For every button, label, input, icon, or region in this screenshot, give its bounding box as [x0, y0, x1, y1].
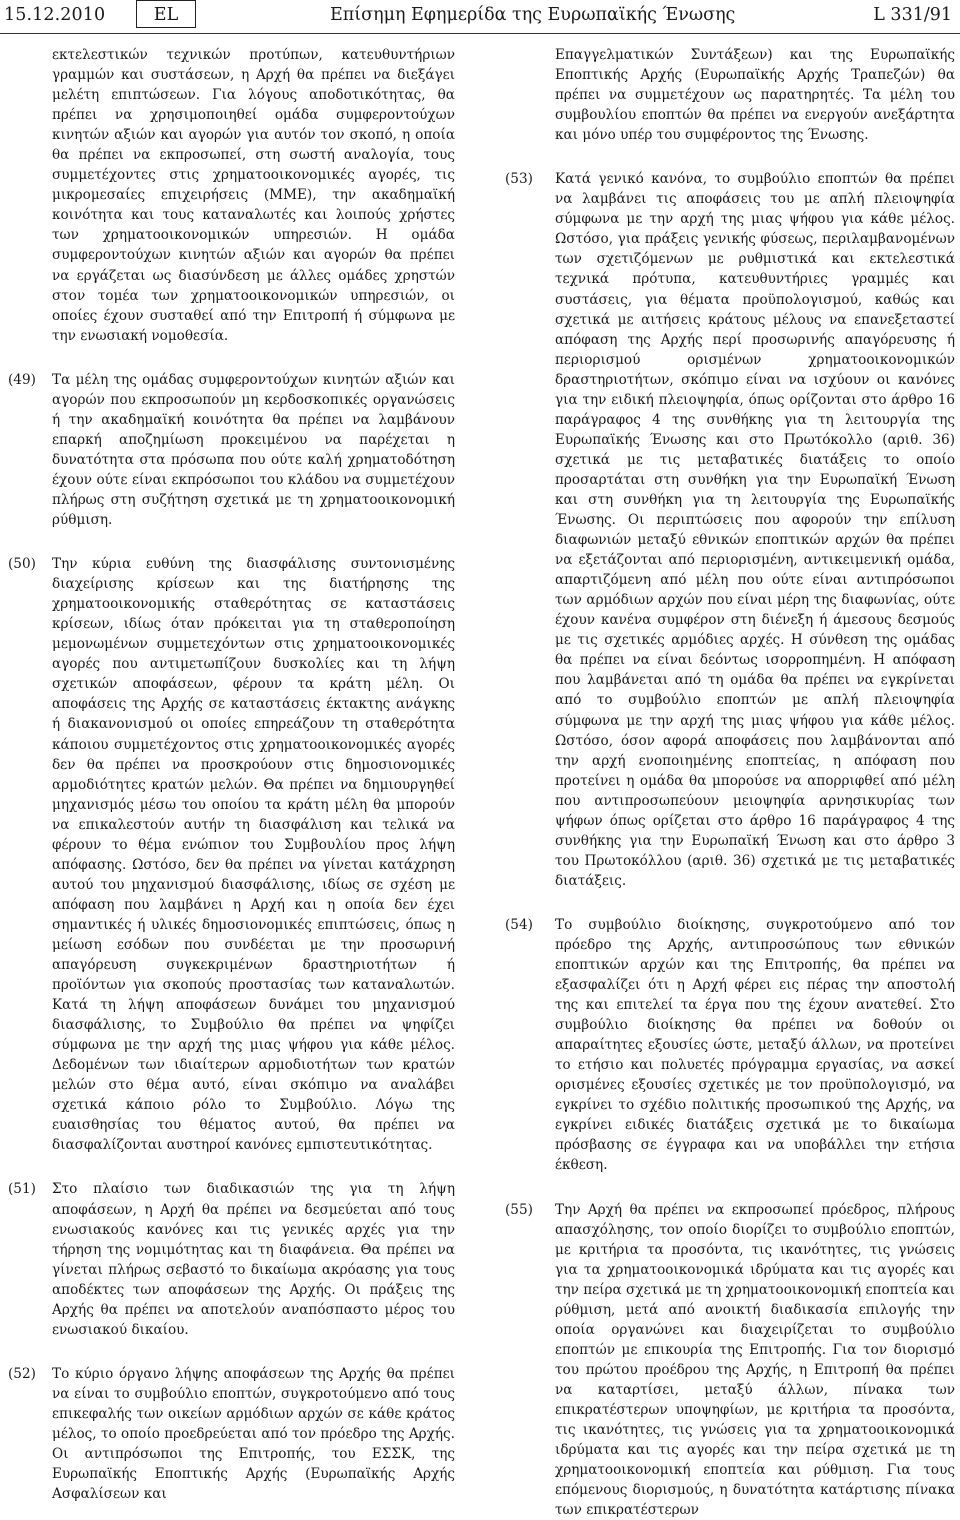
recital-53	[505, 169, 955, 891]
recital-text: Το κύριο όργανο λήψης αποφάσεων της Αρχής θα πρέπει να είναι το συμβούλιο εποπτών, συγκροτούμενο από τους επικεφαλής των οικείων αρμόδιων αρχών σε κάθε κράτος μέλος, το οποίο προεδρεύεται από τον πρόεδρο της Αρχής. Οι αντιπρόσωποι της Επιτροπής, του ΕΣΣΚ, της Ευρωπαϊκής Εποπτικής Αρχής (Ευρωπαϊκής Αρχής Ασφαλίσεων και	[52, 1365, 455, 1503]
recital-number: (55)	[505, 1201, 533, 1218]
journal-title: Επίσημη Εφημερίδα της Ευρωπαϊκής Ένωσης	[330, 5, 736, 25]
recital-number: (53)	[505, 171, 533, 188]
recital-text: Την Αρχή θα πρέπει να εκπροσωπεί πρόεδρος, πλήρους απασχόλησης, τον οποίο διορίζει το συμβούλιο εποπτών, με κριτήρια τα προσόντα, τις ικανότητες, τις γνώσεις για τα χρηματοοικονομικά ιδρύματα και τις αγορές και την πείρα σχετικά με τη χρηματοοικονομική εποπτεία και ρύθμιση, μετά από ανοικτή διαδικασία επιλογής την οποία οργανώνει και διαχειρίζεται το συμβούλιο εποπτών με επικουρία της Επιτροπής. Για τον διορισμό του πρώτου προέδρου της Αρχής, η Επιτροπή θα πρέπει να καταρτίσει, μεταξύ άλλων, πίνακα των επικρατέστερων υποψηφίων, με κριτήρια τα προσόντα, τις ικανότητες, τις γνώσεις για τα χρηματοοικονομικά ιδρύματα και τις αγορές και την πείρα σχετικά με τη χρηματοοικονομική εποπτεία και ρύθμιση. Για τους επόμενους διορισμούς, η δυνατότητα κατάρτισης πίνακα των επικρατέστερων	[555, 1201, 955, 1519]
recital-number: (52)	[8, 1365, 36, 1382]
recital-number: (50)	[8, 556, 36, 573]
header-rule	[0, 33, 960, 34]
page-reference: L 331/91	[873, 5, 952, 25]
recital-51	[8, 1179, 455, 1339]
continued-recital	[505, 45, 955, 145]
recital-text: Στο πλαίσιο των διαδικασιών της για τη λήψη αποφάσεων, η Αρχή θα πρέπει να δεσμεύεται από τους ενωσιακούς κανόνες και τις γενικές αρχές για την τήρηση της νομιμότητας και τη διαφάνεια. Θα πρέπει να γίνεται πλήρως σεβαστό το δικαίωμα ακρόασης για τους αποδέκτες των αποφάσεων της Αρχής. Οι πράξεις της Αρχής θα πρέπει να αποτελούν αναπόσπαστο μέρος του ενωσιακού δικαίου.	[52, 1181, 455, 1338]
recital-55	[505, 1200, 955, 1520]
publication-date: 15.12.2010	[4, 5, 106, 25]
recital-text: εκτελεστικών τεχνικών προτύπων, κατευθυντήριων γραμμών και συστάσεων, η Αρχή θα πρέπει να διεξάγει μελέτη επιπτώσεων. Για λόγους αποδοτικότητας, θα πρέπει να χρησιμοποιηθεί ομάδα συμφεροντούχων κινητών αξιών και αγορών για αυτόν τον σκοπό, η οποία θα πρέπει να εκπροσωπεί, στη σωστή αναλογία, τους συμμετέχοντες στις χρηματοοικονομικές αγορές, τις μικρομεσαίες επιχειρήσεις (ΜΜΕ), την ακαδημαϊκή κοινότητα και τους καταναλωτές και λοιπούς χρήστες των χρηματοοικονομικών υπηρεσιών. Η ομάδα συμφεροντούχων κινητών αξιών και αγορών θα πρέπει να εργάζεται ως διασύνδεση με άλλες ομάδες χρηστών στον τομέα των χρηματοοικονομικών υπηρεσιών, οι οποίες έχουν συσταθεί από την Επιτροπή ή σύμφωνα με την ενωσιακή νομοθεσία.	[52, 47, 455, 344]
continued-recital	[8, 45, 455, 346]
recital-text: Την κύρια ευθύνη της διασφάλισης συντονισμένης διαχείρισης κρίσεων και της διατήρησης της χρηματοοικονομικής σταθερότητας σε καταστάσεις κρίσεων, ιδίως όταν πρόκειται για τη σταθεροποίηση μεμονωμένων συμμετεχόντων στις χρηματοοικονομικές αγορές που αντιμετωπίζουν δυσκολίες και τη λήψη σχετικών αποφάσεων, φέρουν τα κράτη μέλη. Οι αποφάσεις της Αρχής σε καταστάσεις έκτακτης ανάγκης ή διακανονισμού οι οποίες επηρεάζουν τη σταθερότητα κάποιου συμμετέχοντος στις χρηματοοικονομικές αγορές δεν θα πρέπει να προσκρούουν στις δημοσιονομικές αρμοδιότητες κρατών μελών. Θα πρέπει να δημιουργηθεί μηχανισμός μέσω του οποίου τα κράτη μέλη θα μπορούν να επικαλεστούν αυτήν τη διασφάλιση και τελικά να φέρουν το θέμα ενώπιον του Συμβουλίου προς λήψη απόφασης. Ωστόσο, δεν θα πρέπει να γίνεται κατάχρηση αυτού του μηχανισμού διασφάλισης, ιδίως σε σχέση με απόφαση που λαμβάνει η Αρχή και η οποία δεν έχει σημαντικές ή υλικές δημοσιονομικές επιπτώσεις, όπως η μείωση εσόδων που συνδέεται με την προσωρινή απαγόρευση συγκεκριμένων δραστηριοτήτων ή προϊόντων για σκοπούς προστασίας των καταναλωτών. Κατά τη λήψη αποφάσεων δυνάμει του μηχανισμού διασφάλισης, το Συμβούλιο θα πρέπει να ψηφίζει σύμφωνα με την αρχή της μιας ψήφου για κάθε μέλος. Δεδομένων των ιδιαίτερων αρμοδιοτήτων των κρατών μελών στο θέμα αυτό, είναι σκόπιμο να αναλάβει σχετικά κάποιο ρόλο το Συμβούλιο. Λόγω της ευαισθησίας του θέματος αυτού, θα πρέπει να διασφαλίζονται αυστηροί κανόνες εμπιστευτικότητας.	[52, 556, 455, 1154]
recital-text: Τα μέλη της ομάδας συμφεροντούχων κινητών αξιών και αγορών που εκπροσωπούν μη κερδοσκοπικές οργανώσεις ή την ακαδημαϊκή κοινότητα θα πρέπει να λαμβάνουν επαρκή αποζημίωση προκειμένου να παρέχεται η δυνατότητα στα πρόσωπα που ούτε καλή χρηματοδότηση έχουν ούτε είναι εκπρόσωποι του κλάδου να συμμετέχουν πλήρως στη συζήτηση σχετικά με τη χρηματοοικονομική ρύθμιση.	[52, 371, 455, 529]
recital-text: Κατά γενικό κανόνα, το συμβούλιο εποπτών θα πρέπει να λαμβάνει τις αποφάσεις του με απλή πλειοψηφία σύμφωνα με την αρχή της μιας ψήφου για κάθε μέλος. Ωστόσο, για πράξεις γενικής φύσεως, περιλαμβανομένων των σχετιζόμενων με ρυθμιστικά και εκτελεστικά τεχνικά πρότυπα, κατευθυντήριες γραμμές και συστάσεις, για θέματα προϋπολογισμού, καθώς και σχετικά με αιτήσεις κράτους μέλους να επανεξεταστεί απόφαση της Αρχής περί προσωρινής απαγόρευσης ή περιορισμού ορισμένων χρηματοοικονομικών δραστηριοτήτων, σκόπιμο είναι να ισχύουν οι κανόνες για την ειδική πλειοψηφία, όπως ορίζονται στο άρθρο 16 παράγραφος 4 της συνθήκης για τη λειτουργία της Ευρωπαϊκής Ένωσης και στο Πρωτόκολλο (αριθ. 36) σχετικά με τις μεταβατικές διατάξεις το οποίο προσαρτάται στη συνθήκη για την Ευρωπαϊκή Ένωση και στη συνθήκη για τη λειτουργία της Ευρωπαϊκής Ένωσης. Οι περιπτώσεις που αφορούν την επίλυση διαφωνιών μεταξύ εθνικών εποπτικών αρχών θα πρέπει να εξετάζονται από περιορισμένη, αντικειμενική ομάδα, απαρτιζόμενη από μέλη που ούτε είναι αντιπρόσωποι των αρμόδιων αρχών που είναι μέρη της διαφωνίας, ούτε έχουν κανένα συμφέρον στη διένεξη ή άμεσους δεσμούς με τις σχετικές αρμόδιες αρχές. Η σύνθεση της ομάδας θα πρέπει να είναι δεόντως ισορροπημένη. Η απόφαση που λαμβάνεται από τη ομάδα θα πρέπει να εγκρίνεται από το συμβούλιο εποπτών με απλή πλειοψηφία σύμφωνα με την αρχή της μιας ψήφου για κάθε μέλος. Ωστόσο, όσον αφορά αποφάσεις που λαμβάνονται από την αρχή ενοποιημένης εποπτείας, η απόφαση που προτείνει η ομάδα θα μπορούσε να απορριφθεί από μέλη που αντιπροσωπεύουν μειοψηφία αρνησικυρίας των ψήφων όπως ορίζεται στο άρθρο 16 παράγραφος 4 της συνθήκης για την Ευρωπαϊκή Ένωση και στο άρθρο 3 του Πρωτοκόλλου (αριθ. 36) σχετικά με τις μεταβατικές διατάξεις.	[555, 171, 955, 889]
left-column	[8, 45, 455, 1504]
recital-text: Επαγγελματικών Συντάξεων) και της Ευρωπαϊκής Εποπτικής Αρχής (Ευρωπαϊκής Αρχής Τραπεζών) θα πρέπει να συμμετέχουν ως παρατηρητές. Τα μέλη του συμβουλίου εποπτών θα πρέπει να ενεργούν ανεξάρτητα και μόνο υπέρ του συμφέροντος της Ένωσης.	[555, 47, 955, 144]
recital-text: Το συμβούλιο διοίκησης, συγκροτούμενο από τον πρόεδρο της Αρχής, αντιπροσώπους των εθνικών εποπτικών αρχών και της Επιτροπής, θα πρέπει να εξασφαλίζει ότι η Αρχή φέρει εις πέρας την αποστολή της και επιτελεί τα έργα που της έχουν ανατεθεί. Στο συμβούλιο διοίκησης θα πρέπει να δοθούν οι απαραίτητες εξουσίες ώστε, μεταξύ άλλων, να προτείνει το ετήσιο και πολυετές πρόγραμμα εργασίας, να ασκεί ορισμένες εξουσίες σχετικές με τον προϋπολογισμό, να εγκρίνει το σχέδιο πολιτικής προσωπικού της Αρχής, να εγκρίνει ειδικές διατάξεις σχετικά με το δικαίωμα πρόσβασης σε έγγραφα και να υποβάλλει την ετήσια έκθεση.	[555, 916, 955, 1174]
recital-49	[8, 370, 455, 530]
recital-52	[8, 1364, 455, 1504]
recital-number: (54)	[505, 916, 533, 933]
recital-50	[8, 554, 455, 1155]
page-header	[0, 0, 960, 32]
recital-54	[505, 915, 955, 1176]
recital-number: (49)	[8, 371, 36, 388]
language-code-box: EL	[136, 0, 196, 28]
right-column	[505, 45, 955, 1520]
recital-number: (51)	[8, 1181, 36, 1198]
